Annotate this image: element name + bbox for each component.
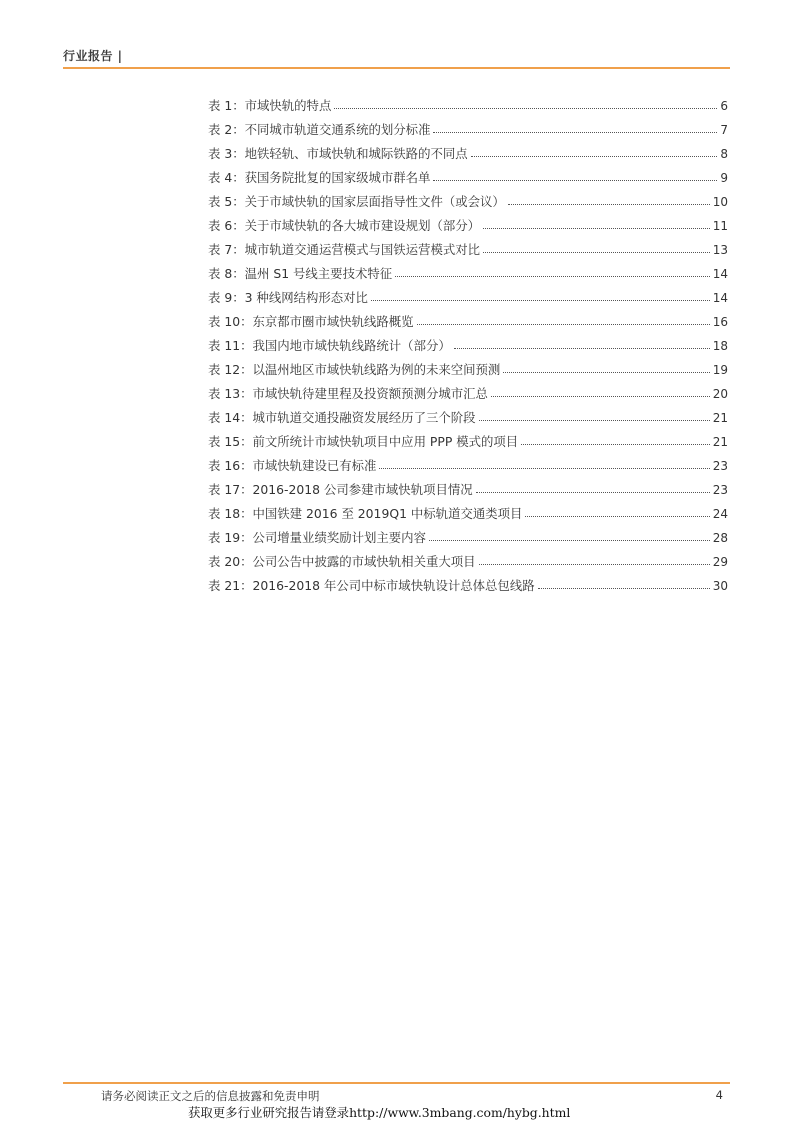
toc-entry[interactable] (208, 480, 728, 504)
toc-dot-leader (417, 323, 710, 325)
toc-dot-leader (379, 467, 709, 469)
toc-entry[interactable] (208, 576, 728, 600)
toc-entry-page: 7 (720, 123, 728, 137)
toc-entry-title: 表 15：前文所统计市域快轨项目中应用 PPP 模式的项目 (208, 434, 519, 449)
toc-entry-page: 8 (720, 147, 728, 161)
footer-divider (63, 1082, 730, 1084)
toc-entry-title: 表 8：温州 S1 号线主要技术特征 (208, 266, 393, 281)
toc-entry-page: 23 (712, 459, 728, 473)
toc-entry[interactable] (208, 504, 728, 528)
header-label: 行业报告 | (63, 49, 123, 63)
toc-dot-leader (334, 107, 717, 109)
toc-entry-title: 表 7：城市轨道交通运营模式与国铁运营模式对比 (208, 242, 481, 257)
page-number: 4 (715, 1088, 723, 1102)
toc-entry[interactable] (208, 216, 728, 240)
toc-dot-leader (483, 227, 710, 229)
toc-entry[interactable] (208, 552, 728, 576)
toc-entry-title: 表 6：关于市域快轨的各大城市建设规划（部分） (208, 218, 481, 233)
toc-entry-title: 表 10：东京都市圈市域快轨线路概览 (208, 314, 414, 329)
toc-entry[interactable] (208, 432, 728, 456)
toc-entry-title: 表 13：市域快轨待建里程及投资额预测分城市汇总 (208, 386, 488, 401)
toc-dot-leader (479, 419, 710, 421)
toc-dot-leader (454, 347, 710, 349)
toc-entry-title: 表 9：3 种线网结构形态对比 (208, 290, 368, 305)
toc-entry-title: 表 14：城市轨道交通投融资发展经历了三个阶段 (208, 410, 476, 425)
toc-entry[interactable] (208, 456, 728, 480)
toc-entry[interactable] (208, 96, 728, 120)
toc-entry[interactable] (208, 264, 728, 288)
toc-entry-page: 29 (712, 555, 728, 569)
toc-dot-leader (371, 299, 710, 301)
toc-dot-leader (521, 443, 710, 445)
toc-entry[interactable] (208, 240, 728, 264)
toc-entry-title: 表 5：关于市域快轨的国家层面指导性文件（或会议） (208, 194, 505, 209)
toc-entry-page: 30 (712, 579, 728, 593)
toc-entry[interactable] (208, 168, 728, 192)
toc-entry[interactable] (208, 408, 728, 432)
toc-entry-page: 21 (712, 435, 728, 449)
toc-dot-leader (471, 155, 718, 157)
toc-entry-page: 10 (712, 195, 728, 209)
toc-dot-leader (503, 371, 709, 373)
toc-entry-title: 表 11：我国内地市域快轨线路统计（部分） (208, 338, 451, 353)
toc-entry-title: 表 21：2016-2018 年公司中标市域快轨设计总体总包线路 (208, 578, 535, 593)
toc-entry-page: 19 (712, 363, 728, 377)
toc-entry[interactable] (208, 528, 728, 552)
toc-entry-page: 23 (712, 483, 728, 497)
header-divider (63, 67, 730, 69)
toc-dot-leader (479, 563, 710, 565)
footer-link[interactable]: 获取更多行业研究报告请登录http://www.3mbang.com/hybg.html (188, 1105, 571, 1120)
toc-dot-leader (395, 275, 710, 277)
toc-dot-leader (508, 203, 710, 205)
toc-entry-title: 表 4：获国务院批复的国家级城市群名单 (208, 170, 431, 185)
toc-entry-page: 18 (712, 339, 728, 353)
toc-entry-title: 表 20：公司公告中披露的市域快轨相关重大项目 (208, 554, 476, 569)
toc-entry-title: 表 1：市域快轨的特点 (208, 98, 332, 113)
toc-dot-leader (525, 515, 709, 517)
toc-entry-page: 9 (720, 171, 728, 185)
toc-entry-page: 11 (712, 219, 728, 233)
toc-entry-page: 16 (712, 315, 728, 329)
toc-entry-page: 21 (712, 411, 728, 425)
toc-entry-page: 14 (712, 267, 728, 281)
toc-entry-page: 13 (712, 243, 728, 257)
toc-entry[interactable] (208, 360, 728, 384)
toc-entry-page: 6 (720, 99, 728, 113)
footer-disclaimer: 请务必阅读正文之后的信息披露和免责申明 (101, 1089, 320, 1103)
toc-entry[interactable] (208, 312, 728, 336)
toc-dot-leader (433, 131, 717, 133)
toc-entry[interactable] (208, 120, 728, 144)
toc-entry-title: 表 19：公司增量业绩奖励计划主要内容 (208, 530, 426, 545)
toc-entry[interactable] (208, 336, 728, 360)
toc-entry[interactable] (208, 288, 728, 312)
toc-dot-leader (433, 179, 717, 181)
toc-entry-title: 表 2：不同城市轨道交通系统的划分标准 (208, 122, 431, 137)
toc-entry-page: 14 (712, 291, 728, 305)
toc-entry-page: 24 (712, 507, 728, 521)
toc-dot-leader (483, 251, 710, 253)
toc-entry-page: 20 (712, 387, 728, 401)
toc-entry[interactable] (208, 192, 728, 216)
toc-entry-title: 表 12：以温州地区市域快轨线路为例的未来空间预测 (208, 362, 501, 377)
toc-entry-title: 表 17：2016-2018 公司参建市域快轨项目情况 (208, 482, 473, 497)
toc-dot-leader (476, 491, 710, 493)
toc-entry-title: 表 18：中国铁建 2016 至 2019Q1 中标轨道交通类项目 (208, 506, 523, 521)
toc-dot-leader (491, 395, 710, 397)
toc-entry-title: 表 16：市域快轨建设已有标准 (208, 458, 377, 473)
table-of-tables (208, 96, 728, 600)
toc-entry[interactable] (208, 144, 728, 168)
toc-entry-title: 表 3：地铁轻轨、市域快轨和城际铁路的不同点 (208, 146, 468, 161)
toc-entry-page: 28 (712, 531, 728, 545)
toc-dot-leader (538, 587, 710, 589)
toc-entry[interactable] (208, 384, 728, 408)
toc-dot-leader (429, 539, 710, 541)
